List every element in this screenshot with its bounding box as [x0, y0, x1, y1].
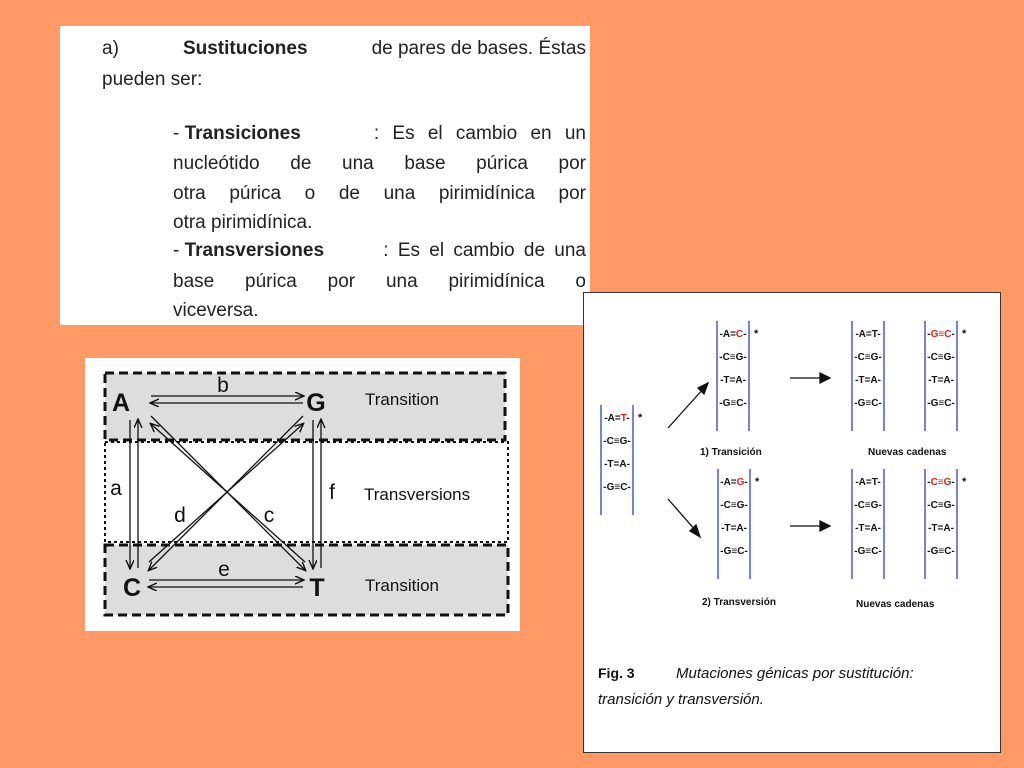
base-pair-label: -A=T- — [604, 413, 630, 424]
transversions-line-2: base púrica por una pirimidínica o — [173, 271, 586, 292]
base-pair-label: -T=A- — [721, 523, 747, 534]
intro-prefix: a) — [102, 38, 119, 59]
base-pair-label: -A=C- — [719, 329, 747, 340]
base-pair-label: -G≡C- — [927, 398, 955, 409]
label-new-chains-top: Nuevas cadenas — [868, 447, 947, 458]
transitions-line-2: nucleótido de una base púrica por — [173, 153, 586, 174]
base-pair-label: -G≡C- — [927, 546, 955, 557]
label-a: a — [110, 477, 122, 500]
base-pair-label: -G≡C- — [854, 398, 882, 409]
figure-caption-line-2: transición y transversión. — [598, 691, 764, 708]
base-pair-label: -T=A- — [720, 375, 746, 386]
dna-ladder-transversion-new2 — [925, 469, 967, 579]
transitions-line-3: otra púrica o de una pirimidínica por — [173, 183, 586, 204]
label-transition: 1) Transición — [700, 447, 762, 458]
dna-ladder-transition-new2 — [925, 321, 967, 431]
replication-arrow-bottom-head — [820, 521, 830, 531]
dna-ladder-transition-new1 — [852, 321, 884, 431]
dna-ladder-transversion-new1 — [852, 469, 884, 579]
transversions-line-1 — [173, 240, 586, 262]
figure-3-svg — [584, 293, 1000, 752]
base-pair-label: -C≡G- — [854, 500, 882, 511]
base-pair-label: -G≡C- — [927, 329, 955, 340]
mutation-star: * — [754, 328, 759, 340]
base-c: C — [122, 574, 142, 602]
base-pair-label: -C≡G- — [927, 352, 955, 363]
band-label-transversions: Transversions — [364, 485, 471, 504]
intro-rest: de pares de bases. Éstas — [371, 38, 586, 59]
branch-arrow-up — [668, 388, 704, 428]
mutation-star: * — [638, 412, 643, 424]
label-e: e — [218, 558, 230, 581]
transitions-dash: - — [173, 123, 180, 144]
transitions-rest: : Es el cambio en un — [373, 123, 586, 144]
base-pair-label: -G≡C- — [719, 398, 747, 409]
base-pair-label: -G≡C- — [854, 546, 882, 557]
transitions-line-1 — [173, 123, 586, 145]
base-pair-label: -C≡G- — [603, 436, 631, 447]
intro-line-1 — [102, 38, 586, 60]
base-pair-label: -G≡C- — [603, 482, 631, 493]
band-label-transition-top: Transition — [365, 390, 440, 409]
base-t: T — [309, 574, 325, 602]
branch-arrow-down — [668, 499, 696, 531]
base-pair-label: -T=A- — [855, 375, 881, 386]
base-pair-label: -C≡G- — [854, 352, 882, 363]
transversions-term: Transversiones — [184, 240, 325, 261]
dna-ladder-original — [601, 405, 643, 515]
figure-3-panel — [583, 292, 1001, 753]
intro-bold-term: Sustituciones — [182, 38, 308, 59]
mutation-star: * — [962, 328, 967, 340]
base-pair-label: -C≡G- — [720, 500, 748, 511]
mutation-types-svg — [85, 358, 520, 631]
mutation-star: * — [962, 476, 967, 488]
label-f: f — [329, 481, 335, 504]
base-pair-label: -T=A- — [855, 523, 881, 534]
base-pair-label: -A=G- — [720, 477, 748, 488]
intro-line-2: pueden ser: — [102, 69, 203, 90]
transversions-dash: - — [173, 240, 180, 261]
label-d: d — [174, 504, 186, 527]
base-pair-label: -T=A- — [928, 375, 954, 386]
base-pair-label: -T=A- — [604, 459, 630, 470]
band-label-transition-bottom: Transition — [365, 576, 440, 595]
definition-textbox — [60, 26, 590, 325]
transitions-line-4: otra pirimidínica. — [173, 212, 313, 233]
label-c: c — [263, 504, 275, 527]
base-g: G — [306, 389, 326, 417]
label-b: b — [217, 374, 229, 397]
base-pair-label: -G≡C- — [720, 546, 748, 557]
mutation-types-diagram — [85, 358, 520, 631]
base-pair-label: -T=A- — [928, 523, 954, 534]
transversions-rest: : Es el cambio de una — [383, 240, 586, 261]
base-pair-label: -C≡G- — [927, 500, 955, 511]
label-new-chains-bottom: Nuevas cadenas — [856, 599, 935, 610]
dna-ladder-transition-mut — [717, 321, 759, 431]
replication-arrow-top-head — [820, 373, 830, 383]
mutation-star: * — [755, 476, 760, 488]
dna-ladder-transversion-mut — [718, 469, 760, 579]
base-pair-label: -C≡G- — [927, 477, 955, 488]
transversions-line-3: viceversa. — [173, 300, 259, 321]
base-pair-label: -A=T- — [855, 329, 881, 340]
figure-caption-line-1: Mutaciones génicas por sustitución: — [676, 665, 914, 682]
transitions-term: Transiciones — [184, 123, 301, 144]
figure-caption-prefix: Fig. 3 — [598, 665, 635, 681]
base-pair-label: -C≡G- — [719, 352, 747, 363]
label-transversion: 2) Transversión — [702, 597, 776, 608]
base-pair-label: -A=T- — [855, 477, 881, 488]
base-a: A — [111, 389, 131, 417]
